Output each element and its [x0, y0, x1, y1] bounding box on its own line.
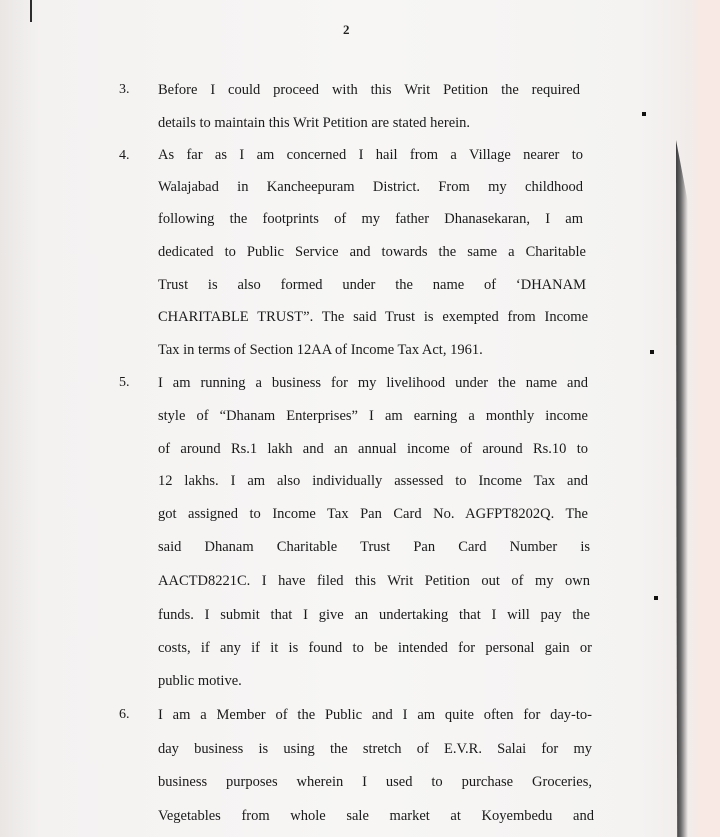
paragraph-line: costs, if any if it is found to be intended for personal gain or [158, 640, 592, 656]
paragraph-line: funds. I submit that I give an undertaking that I will pay the [158, 607, 590, 623]
paragraph-line: details to maintain this Writ Petition are stated herein. [158, 115, 471, 131]
paragraph-line: Walajabad in Kancheepuram District. From my childhood [158, 179, 583, 195]
paragraph-line: AACTD8221C. I have filed this Writ Petition out of my own [158, 573, 590, 589]
paragraph-line: dedicated to Public Service and towards the same a Charitable [158, 244, 586, 260]
paragraph-number-4: 4. [119, 148, 130, 163]
paragraph-line: style of “Dhanam Enterprises” I am earning a monthly income [158, 408, 588, 424]
paragraph-line: day business is using the stretch of E.V.R. Salai for my [158, 741, 592, 757]
paragraph-line: Tax in terms of Section 12AA of Income Tax Act, 1961. [158, 342, 483, 358]
paragraph-line: following the footprints of my father Dhanasekaran, I am [158, 211, 583, 227]
paragraph-number-5: 5. [119, 375, 130, 390]
paragraph-line: Trust is also formed under the name of ‘DHANAM [158, 277, 586, 293]
paragraph-line: I am running a business for my livelihood under the name and [158, 375, 588, 391]
paragraph-number-3: 3. [119, 82, 130, 97]
page-number: 2 [343, 22, 350, 37]
paragraph-line: 12 lakhs. I am also individually assessed to Income Tax and [158, 473, 588, 489]
paragraph-line: got assigned to Income Tax Pan Card No. AGFPT8202Q. The [158, 506, 588, 522]
paragraph-number-6: 6. [119, 707, 130, 722]
scan-speck [650, 350, 654, 354]
page-edge-mark [30, 0, 32, 22]
page-fold-shadow [676, 140, 688, 837]
scan-speck [642, 112, 646, 116]
paragraph-line: of around Rs.1 lakh and an annual income of around Rs.10 to [158, 441, 588, 457]
paragraph-line: Vegetables from whole sale market at Koyembedu and [158, 808, 594, 824]
paragraph-line: CHARITABLE TRUST”. The said Trust is exempted from Income [158, 309, 588, 325]
paragraph-line: public motive. [158, 673, 242, 689]
scan-speck [654, 596, 658, 600]
paragraph-line: Before I could proceed with this Writ Petition the required [158, 82, 580, 98]
paragraph-line: As far as I am concerned I hail from a Village nearer to [158, 147, 583, 163]
paragraph-line: business purposes wherein I used to purchase Groceries, [158, 774, 592, 790]
paragraph-line: said Dhanam Charitable Trust Pan Card Number is [158, 539, 590, 555]
paragraph-line: I am a Member of the Public and I am quite often for day-to- [158, 707, 592, 723]
